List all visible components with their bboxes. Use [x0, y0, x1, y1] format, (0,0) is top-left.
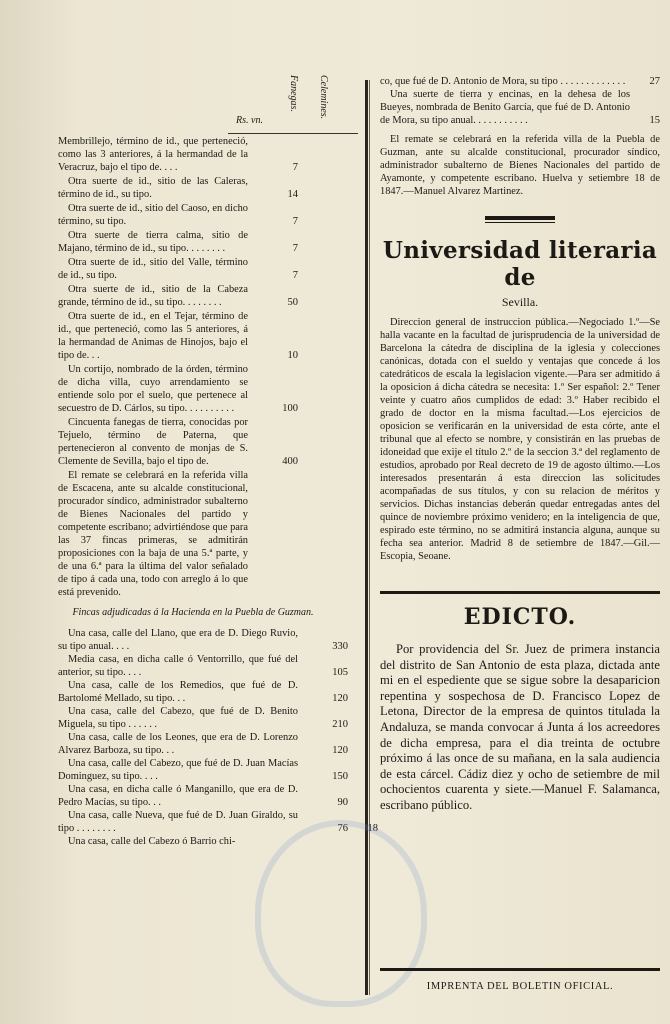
fincas-heading: Fincas adjudicadas á la Hacienda en la Puebla de Guzman.: [72, 607, 314, 618]
header-rule: [228, 133, 358, 134]
house-entry: Una casa, calle Nueva, que fué de D. Juan Giraldo, su tipo . . . . . . . . 76 18: [58, 810, 378, 834]
house-entry: Una casa, calle de los Leones, que era de D. Lorenzo Alvarez Barboza, su tipo. . . 120: [58, 732, 348, 756]
land-entry: Otra suerte de id., sitio de la Cabeza grande, término de id., su tipo. . . . . . . . 50: [58, 284, 298, 308]
house-entry: Una casa, calle del Cabezo ó Barrio chi-: [68, 836, 236, 847]
land-entry: Otra suerte de tierra calma, sitio de Majano, término de id., su tipo. . . . . . . . 7: [58, 230, 298, 254]
header-fanegas: Fanegas.: [288, 75, 299, 112]
land-entry: Otra suerte de id., sitio del Valle, término de id., su tipo. 7: [58, 257, 298, 281]
header-celemines: Celemines.: [318, 75, 329, 120]
house-entry: Una casa, calle de los Remedios, que fué de D. Bartolomé Mellado, su tipo. . . 120: [58, 680, 348, 704]
right-column: [380, 75, 660, 814]
left-column: [58, 75, 378, 848]
house-entry: Media casa, en dicha calle ó Ventorrillo, que fué del anterior, su tipo. . . . 105: [58, 654, 348, 678]
remate-paragraph: El remate se celebrará en la referida villa de la Puebla de Guzman, ante su alcalde constitucional, procurador síndico, administrador subalterno de Bienes Nacionales del partido de Ayamonte, y competente escribano. Huelva y setiembre 18 de 1847.—Manuel Alvarez Martinez.: [380, 134, 660, 197]
header-reales: Rs. vn.: [236, 115, 263, 126]
universidad-city: Sevilla.: [501, 295, 539, 309]
land-entry: Otra suerte de id., sitio del Caoso, en dicho término, su tipo. 7: [58, 203, 298, 227]
edicto-rule: [380, 591, 660, 594]
section-rule: [485, 216, 555, 220]
continued-entry: co, que fué de D. Antonio de Mora, su tipo . . . . . . . . . . . . . 27: [380, 76, 660, 87]
house-entry: Una casa, calle del Cabezo, que fué de D. Juan Macías Dominguez, su tipo. . . . 150: [58, 758, 348, 782]
column-headers: [58, 75, 358, 135]
house-entry: Una casa, en dicha calle ó Manganillo, que era de D. Pedro Macías, su tipo. . . 90: [58, 784, 348, 808]
land-entry: Cincuenta fanegas de tierra, conocidas por Tejuelo, término de Paterna, que pertenecieron al convento de monjas de S. Clemente de Sevilla, bajo el tipo de. 400: [58, 417, 298, 467]
land-entry: Una suerte de tierra y encinas, en la dehesa de los Bueyes, nombrada de Benito García, que fué de D. Antonio de Mora, su tipo anual. . . . . . . . . . . 15: [380, 89, 660, 126]
house-entry: Una casa, calle del Llano, que era de D. Diego Ruvio, su tipo anual. . . . 330: [58, 628, 348, 652]
remate-paragraph: El remate se celebrará en la referida villa de Escacena, ante su alcalde constitucional, procurador síndico, administrador subalterno de Bienes Nacionales del partido y competente escribano; advirtiéndose que para las 37 fincas primeras, se admitirán proposiciones con la baja de una 5.ª parte, y de una 6.ª para la última del valor señalado de tipo á cada una, todo con arreglo á lo que está prevenido.: [58, 470, 248, 598]
section-rule-thin: [485, 222, 555, 223]
universidad-title: Universidad literaria de: [382, 237, 658, 291]
land-entry: Otra suerte de id., en el Tejar, término de id., que perteneció, como las 5 anteriores, á la hermandad de Animas de Hinojos, bajo el tipo de. . . 10: [58, 311, 298, 361]
land-entry: Un cortijo, nombrado de la órden, término de dicha villa, cuyo arrendamiento se entiende solo por el suelo, que pertenece al secuestro de D. Cárlos, su tipo. . . . . . . . . . 100: [58, 364, 298, 414]
land-entry: Otra suerte de id., sitio de las Caleras, término de id., su tipo. 14: [58, 176, 298, 200]
land-entry: Membrillejo, término de id., que perteneció, como las 3 anteriores, á la hermandad de la Veracruz, bajo el tipo de. . . . 7: [58, 136, 298, 173]
imprenta-footer: IMPRENTA DEL BOLETIN OFICIAL.: [380, 968, 660, 992]
edicto-body: Por providencia del Sr. Juez de primera instancia del distrito de San Antonio de esta plaza, dictada ante mi en el espediente que se sigue sobre la desaparicion repentina y sospechosa de D. Francisco Lopez de Letona, Director de la empresa de quintos titulada la Andaluza, se manda convocar á Junta á los acreedores de dicha empresa, para el dia treinta de octubre próximo á las once de su mañana, en la sala audiencia de esta cárcel. Cádiz diez y ocho de setiembre de mil ochocientos cuarenta y siete.—Manuel F. Salamanca, escribano público.: [380, 642, 660, 812]
universidad-body: Direccion general de instruccion pública.—Negociado 1.º—Se halla vacante en la facultad de jurisprudencia de la universidad de Barcelona la cátedra de disciplina de la iglesia y colecciones canónicas, dotada con el sueldo y ventajas que concede á los catedráticos de escala la legislacion vigente.—Para ser admitido á la oposicion á dicha cátedra se necesita: 1.º Ser español: 2.º Tener veinte y cuatro años cumplidos de edad: 3.º Haber recibido el grado de doctor en la misma facultad.—Los ejercicios de oposicion se verificarán en la universidad de esta córte, ante el tribunal que al efecto se nombre, y consistirán en las pruebas de idoneidad que exije el título 2.º de la seccion 3.ª del reglamento de estudios, aprobado por Real decreto de 19 de agosto último.—Los interesados presentarán á esta direccion las solicitudes acompañadas de sus títulos, y con su relacion de méritos y servicios. Dichas instancias deberán quedar entregadas antes del quince de noviembre próximo venidero; en la inteligencia de que, espirado este término, no se admitirá instancia alguna, aunque su fecha sea anterior. Madrid 8 de setiembre de 1847.—Gil.—Escopia, Seoane.: [380, 317, 660, 562]
house-entry: Una casa, calle del Cabezo, que fué de D. Benito Miguela, su tipo . . . . . . 210: [58, 706, 348, 730]
edicto-title: EDICTO.: [463, 604, 577, 630]
